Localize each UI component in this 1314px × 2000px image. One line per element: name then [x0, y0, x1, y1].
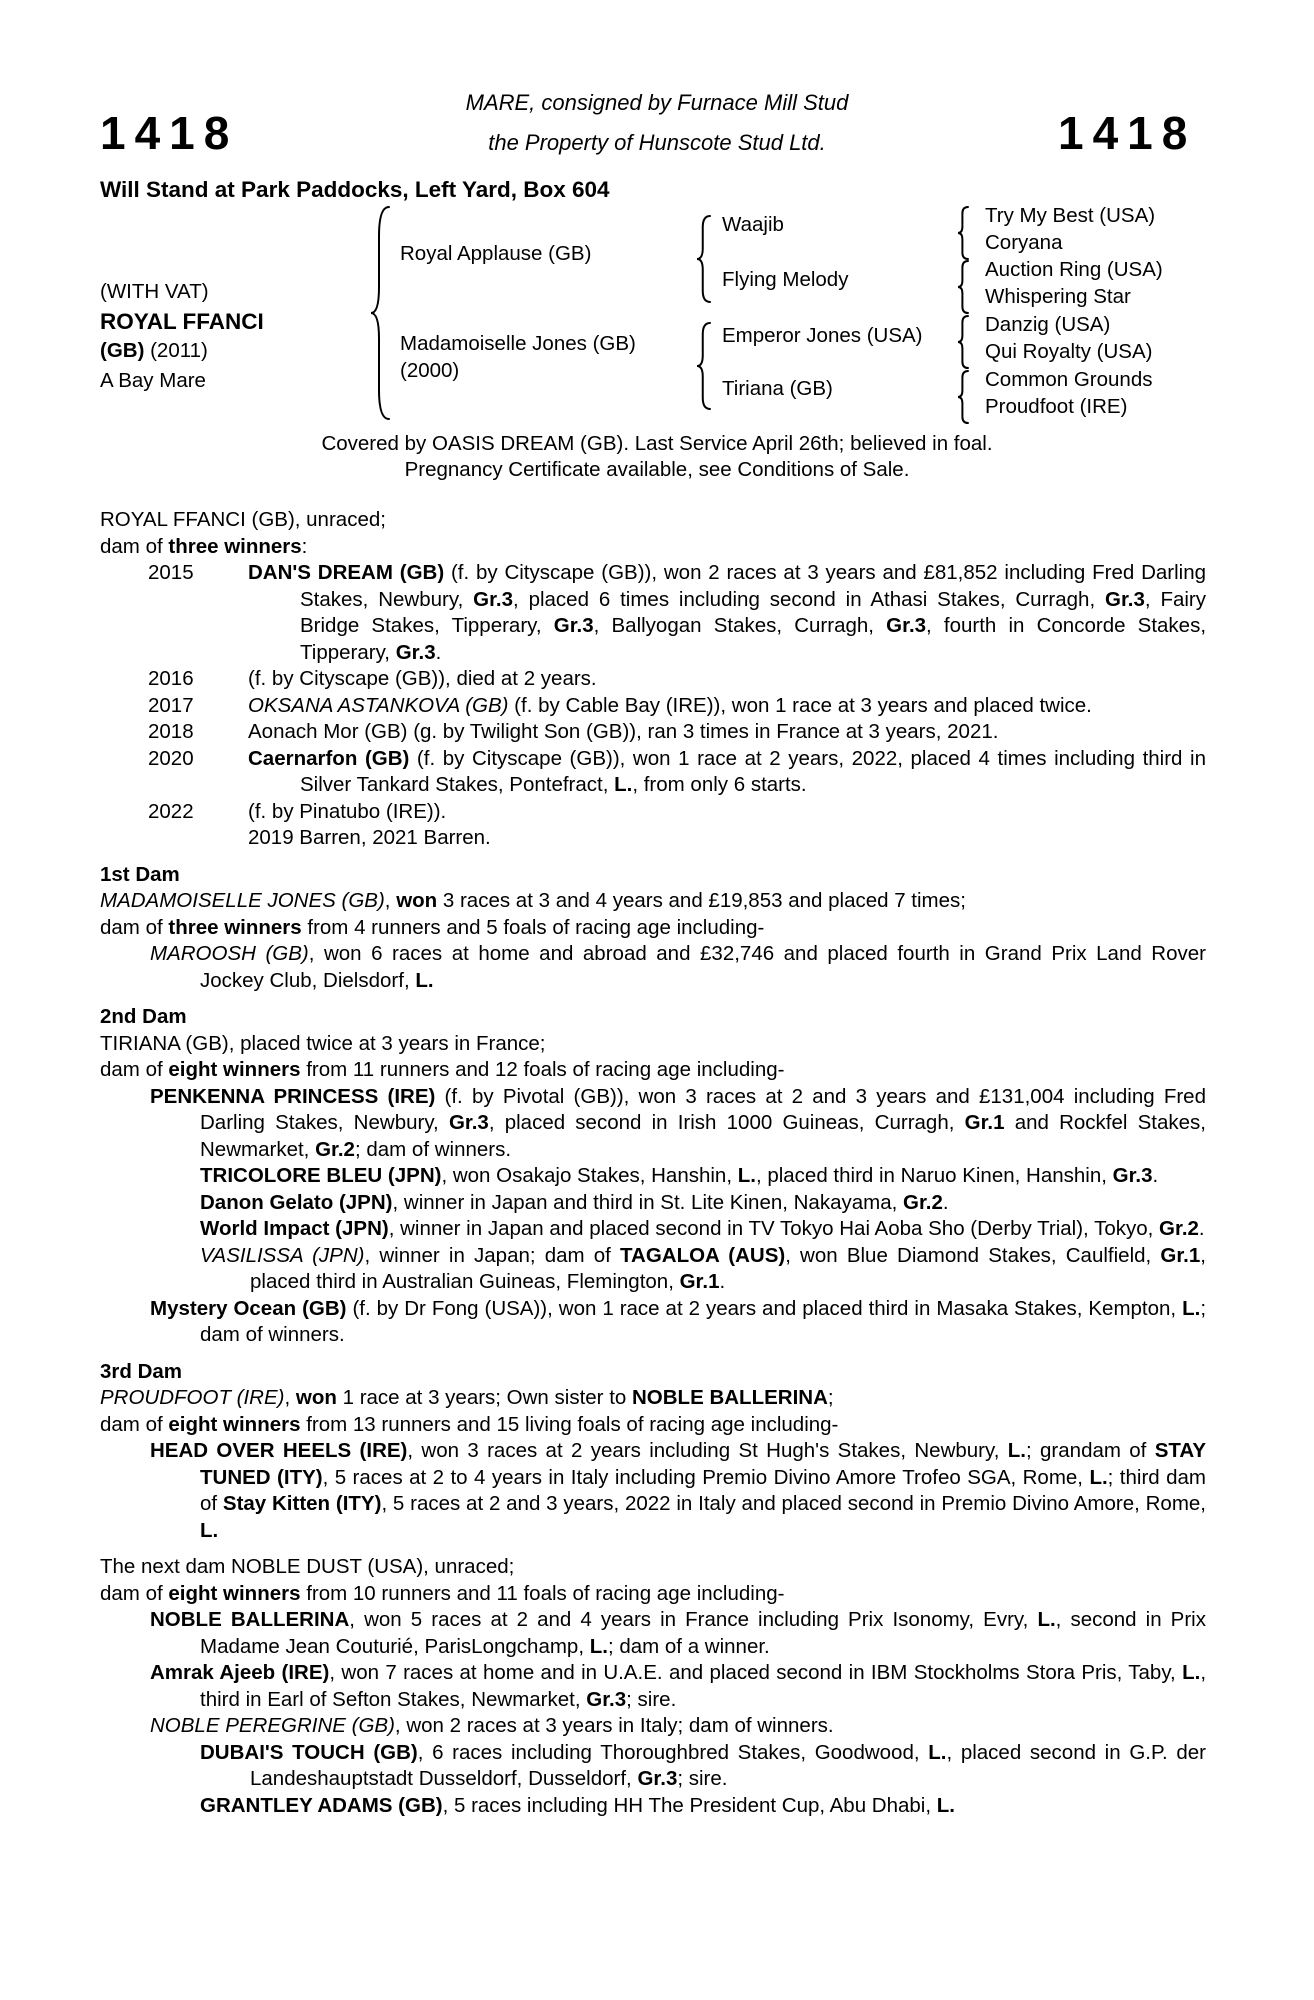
- progeny-row: [100, 693, 1206, 720]
- text-run: , second in Prix Madame Jean Couturié, ParisLongchamp,: [200, 1608, 1206, 1658]
- stand-location-line: Will Stand at Park Paddocks, Left Yard, Box 604: [100, 177, 610, 202]
- text-run: PENKENNA PRINCESS (IRE): [150, 1084, 436, 1108]
- text-run: ; dam of winners.: [200, 1296, 1207, 1346]
- lot-number-right: 1418: [1058, 107, 1197, 159]
- horse-summary: [100, 277, 264, 395]
- text-run: HEAD OVER HEELS (IRE): [150, 1439, 408, 1462]
- pedigree-dam: [400, 331, 636, 384]
- text-run: dam of: [100, 1058, 169, 1081]
- text-run: ; sire.: [626, 1687, 677, 1711]
- text-run: , 5 races at 2 to 4 years in Italy including Premio Divino Amore Trofeo SGA, Rome,: [322, 1465, 1090, 1489]
- covering-note: [0, 431, 1314, 483]
- text-run: DUBAI'S TOUCH (GB): [200, 1740, 418, 1764]
- pedigree-g4-3: Auction Ring (USA): [985, 258, 1163, 281]
- text-run: .: [942, 1190, 949, 1214]
- text-run: 3 races at 3 and 4 years and £19,853 and placed 7 times;: [437, 889, 966, 912]
- text-run: dam of: [100, 915, 169, 939]
- text-run: .: [719, 1270, 726, 1293]
- body-paragraph: [100, 1740, 1206, 1793]
- text-run: The next dam NOBLE DUST (USA), unraced;: [100, 1555, 515, 1578]
- text-run: , Fairy Bridge Stakes, Tipperary,: [300, 587, 1206, 637]
- text-run: Gr.1: [1160, 1243, 1201, 1267]
- text-run: won: [295, 1386, 337, 1409]
- text-run: :: [301, 534, 308, 558]
- text-run: TIRIANA (GB), placed twice at 3 years in France;: [100, 1031, 546, 1055]
- horse-description: A Bay Mare: [100, 368, 206, 392]
- consignor-line: MARE, consigned by Furnace Mill Stud: [465, 90, 849, 115]
- text-run: (f. by Cable Bay (IRE)), won 1 race at 3 years and placed twice.: [508, 693, 1092, 717]
- text-run: L.: [1089, 1465, 1108, 1489]
- text-run: L.: [936, 1793, 955, 1817]
- text-run: ROYAL FFANCI (GB), unraced;: [100, 508, 386, 531]
- text-run: Gr.3: [1112, 1164, 1153, 1187]
- pedigree-brace-g4-1: [957, 206, 969, 265]
- text-run: dam of: [100, 1581, 169, 1605]
- body-paragraph: [100, 1438, 1206, 1544]
- text-run: ;: [827, 1386, 834, 1409]
- text-run: OKSANA ASTANKOVA (GB): [248, 693, 509, 717]
- horse-suffix-year: [100, 336, 264, 366]
- pedigree-dam-sire: Emperor Jones (USA): [722, 324, 923, 347]
- text-run: , winner in Japan and third in St. Lite Kinen, Nakayama,: [392, 1190, 904, 1214]
- text-run: Aonach Mor (GB) (g. by Twilight Son (GB)), ran 3 times in France at 3 years, 2021.: [248, 720, 999, 743]
- body-paragraph: [100, 915, 1206, 942]
- body-text: [100, 507, 1206, 1819]
- text-run: ; sire.: [677, 1767, 728, 1790]
- text-run: , 5 races including HH The President Cup, Abu Dhabi,: [442, 1793, 937, 1817]
- text-run: , third in Earl of Sefton Stakes, Newmarket,: [200, 1661, 1207, 1711]
- text-run: Amrak Ajeeb (IRE): [150, 1661, 330, 1684]
- pedigree-brace-gen1: [370, 206, 390, 425]
- covering-line: Covered by OASIS DREAM (GB). Last Service April 26th; believed in foal.: [321, 432, 993, 455]
- text-run: from 11 runners and 12 foals of racing age including-: [300, 1058, 785, 1081]
- text-run: , won 2 races at 3 years in Italy; dam of winners.: [394, 1714, 834, 1737]
- text-run: (f. by Pinatubo (IRE)).: [248, 799, 447, 823]
- body-paragraph: [100, 1031, 1206, 1058]
- text-run: (f. by Pivotal (GB)), won 3 races at 2 and 3 years and £131,004 including Fred Darling Stakes, Newbury,: [200, 1084, 1206, 1134]
- text-run: TRICOLORE BLEU (JPN): [200, 1164, 442, 1187]
- text-run: STAY TUNED (ITY): [200, 1439, 1206, 1489]
- lot-number-left: 1418: [100, 107, 239, 159]
- text-run: PROUDFOOT (IRE): [100, 1386, 285, 1409]
- progeny-row: [100, 799, 1206, 826]
- text-run: from 4 runners and 5 foals of racing age including-: [301, 915, 765, 939]
- text-run: ; grandam of: [1026, 1439, 1155, 1462]
- text-run: NOBLE BALLERINA: [632, 1386, 828, 1409]
- text-run: , from only 6 starts.: [632, 773, 807, 796]
- text-run: Danon Gelato (JPN): [200, 1190, 393, 1214]
- body-paragraph: [100, 1554, 1206, 1581]
- text-run: 1st Dam: [100, 862, 180, 886]
- text-run: Gr.2: [903, 1190, 943, 1214]
- pedigree-brace-sire: [696, 215, 711, 308]
- text-run: (f. by Cityscape (GB)), won 1 race at 2 years, 2022, placed 4 times including third in Silver Tankard Stakes, Pontefract,: [300, 746, 1206, 796]
- text-run: .: [1152, 1164, 1159, 1187]
- pedigree-sire-dam: Flying Melody: [722, 268, 849, 291]
- foal-year: 2015: [148, 561, 194, 584]
- text-run: Gr.3: [1105, 587, 1145, 611]
- pedigree-brace-dam: [696, 322, 711, 415]
- foal-year: 2016: [148, 667, 194, 690]
- body-paragraph: [100, 1412, 1206, 1439]
- section-heading: [100, 862, 1206, 889]
- body-paragraph: [100, 888, 1206, 915]
- text-run: Caernarfon (GB): [248, 746, 410, 770]
- text-run: Gr.1: [964, 1111, 1005, 1134]
- pedigree-g4-5: Danzig (USA): [985, 313, 1111, 336]
- progeny-row: [100, 746, 1206, 799]
- text-run: dam of: [100, 534, 169, 558]
- text-run: L.: [200, 1518, 219, 1542]
- text-run: Gr.2: [315, 1137, 355, 1161]
- progeny-row: [100, 666, 1206, 693]
- text-run: Mystery Ocean (GB): [150, 1296, 347, 1320]
- text-run: , winner in Japan; dam of: [364, 1243, 621, 1267]
- text-run: , won 3 races at 2 years including St Hugh's Stakes, Newbury,: [407, 1439, 1008, 1462]
- text-run: Gr.3: [395, 640, 436, 664]
- body-paragraph: [100, 1084, 1206, 1164]
- text-run: from 10 runners and 11 foals of racing age including-: [300, 1581, 785, 1605]
- text-run: ; dam of a winner.: [607, 1634, 770, 1658]
- text-run: .: [1198, 1217, 1205, 1240]
- pedigree-dam-dam: Tiriana (GB): [722, 377, 833, 400]
- text-run: three winners: [168, 534, 302, 558]
- body-paragraph: [100, 941, 1206, 994]
- text-run: , placed second in Irish 1000 Guineas, Curragh,: [488, 1111, 965, 1134]
- text-run: Gr.2: [1159, 1217, 1199, 1240]
- text-run: ; third dam of: [200, 1465, 1206, 1515]
- body-paragraph: [100, 1216, 1206, 1243]
- progeny-row: [100, 560, 1206, 666]
- text-run: DAN'S DREAM (GB): [248, 561, 445, 584]
- text-run: MADAMOISELLE JONES (GB): [100, 889, 385, 912]
- text-run: , placed third in Naruo Kinen, Hanshin,: [755, 1164, 1113, 1187]
- text-run: L.: [1037, 1608, 1056, 1631]
- text-run: NOBLE BALLERINA: [150, 1608, 350, 1631]
- horse-foaling-year: (2011): [150, 339, 208, 362]
- body-paragraph: [100, 1793, 1206, 1820]
- text-run: L.: [415, 968, 434, 992]
- text-run: 2nd Dam: [100, 1005, 187, 1028]
- text-run: , fourth in Concorde Stakes, Tipperary,: [300, 614, 1207, 664]
- body-paragraph: [100, 1385, 1206, 1412]
- text-run: Gr.3: [637, 1767, 678, 1790]
- section-heading: [100, 1004, 1206, 1031]
- horse-name-text: ROYAL FFANCI: [100, 308, 264, 334]
- text-run: NOBLE PEREGRINE (GB): [150, 1714, 395, 1737]
- vat-note: (WITH VAT): [100, 280, 209, 303]
- text-run: Gr.3: [886, 614, 927, 637]
- pregnancy-line: Pregnancy Certificate available, see Conditions of Sale.: [404, 458, 910, 481]
- text-run: L.: [1007, 1439, 1026, 1462]
- horse-suffix: (GB): [100, 339, 145, 362]
- progeny-row: [100, 719, 1206, 746]
- body-paragraph: [100, 1607, 1206, 1660]
- text-run: ; dam of winners.: [354, 1137, 512, 1161]
- text-run: VASILISSA (JPN): [200, 1243, 365, 1267]
- text-run: World Impact (JPN): [200, 1217, 389, 1240]
- text-run: 3rd Dam: [100, 1359, 183, 1383]
- text-run: , placed third in Australian Guineas, Flemington,: [250, 1243, 1206, 1293]
- text-run: (f. by Dr Fong (USA)), won 1 race at 2 years and placed third in Masaka Stakes, Kempton,: [346, 1296, 1183, 1320]
- text-run: dam of: [100, 1412, 169, 1436]
- body-paragraph: [100, 1296, 1206, 1349]
- pedigree-g4-2: Coryana: [985, 231, 1063, 254]
- text-run: , won 7 races at home and in U.A.E. and placed second in IBM Stockholms Stora Pris, Taby,: [329, 1661, 1183, 1684]
- text-run: Gr.1: [679, 1270, 720, 1293]
- text-run: , Ballyogan Stakes, Curragh,: [593, 614, 887, 637]
- pedigree-g4-7: Common Grounds: [985, 368, 1153, 391]
- text-run: MAROOSH (GB): [150, 942, 309, 965]
- text-run: 1 race at 3 years; Own sister to: [336, 1386, 632, 1409]
- text-run: 2019 Barren, 2021 Barren.: [248, 826, 491, 849]
- body-paragraph: [100, 1190, 1206, 1217]
- text-run: , won 6 races at home and abroad and £32,746 and placed fourth in Grand Prix Land Rover Jockey Club, Dielsdorf,: [200, 942, 1206, 992]
- foal-year: 2018: [148, 720, 194, 743]
- text-run: , 5 races at 2 and 3 years, 2022 in Italy and placed second in Premio Divino Amore, Rome,: [381, 1492, 1206, 1515]
- pedigree-sire-sire: Waajib: [722, 213, 784, 236]
- text-run: , won 5 races at 2 and 4 years in France including Prix Isonomy, Evry,: [349, 1608, 1038, 1631]
- text-run: won: [396, 889, 438, 912]
- pedigree-brace-g4-2: [957, 260, 969, 319]
- body-paragraph: [100, 825, 1206, 852]
- text-run: , 6 races including Thoroughbred Stakes, Goodwood,: [417, 1740, 929, 1764]
- section-heading: [100, 1359, 1206, 1386]
- body-paragraph: [100, 507, 1206, 534]
- text-run: ,: [384, 889, 397, 912]
- foal-year: 2020: [148, 746, 194, 770]
- body-paragraph: [100, 1243, 1206, 1296]
- pedigree-g4-6: Qui Royalty (USA): [985, 340, 1153, 363]
- text-run: , winner in Japan and placed second in TV Tokyo Hai Aoba Sho (Derby Trial), Tokyo,: [388, 1217, 1160, 1240]
- text-run: Gr.3: [553, 614, 594, 637]
- text-run: .: [435, 640, 442, 664]
- text-run: and Rockfel Stakes, Newmarket,: [200, 1111, 1206, 1161]
- body-paragraph: [100, 1163, 1206, 1190]
- pedigree-dam-name: Madamoiselle Jones (GB): [400, 332, 636, 355]
- foal-year: 2022: [148, 799, 194, 823]
- text-run: L.: [737, 1164, 756, 1187]
- text-run: GRANTLEY ADAMS (GB): [200, 1793, 443, 1817]
- body-paragraph: [100, 1660, 1206, 1713]
- body-paragraph: [100, 1057, 1206, 1084]
- text-run: , placed second in G.P. der Landeshauptstadt Dusseldorf, Dusseldorf,: [250, 1740, 1206, 1790]
- text-run: eight winners: [168, 1058, 301, 1081]
- pedigree-brace-g4-4: [957, 370, 969, 429]
- text-run: , won Osakajo Stakes, Hanshin,: [441, 1164, 738, 1187]
- text-run: L.: [928, 1740, 947, 1764]
- text-run: , won Blue Diamond Stakes, Caulfield,: [785, 1243, 1161, 1267]
- pedigree-sire: Royal Applause (GB): [400, 242, 592, 265]
- text-run: Gr.3: [473, 587, 514, 611]
- pedigree-brace-g4-3: [957, 315, 969, 374]
- text-run: L.: [614, 773, 633, 796]
- pedigree-g4-1: Try My Best (USA): [985, 204, 1156, 227]
- body-paragraph: [100, 1713, 1206, 1740]
- pedigree-dam-year: (2000): [400, 358, 460, 382]
- pedigree-g4-4: Whispering Star: [985, 285, 1131, 308]
- text-run: L.: [1182, 1296, 1201, 1320]
- text-run: ,: [284, 1386, 296, 1409]
- horse-name: [100, 307, 264, 337]
- owner-line: the Property of Hunscote Stud Ltd.: [488, 130, 826, 155]
- foal-year: 2017: [148, 693, 194, 717]
- text-run: from 13 runners and 15 living foals of racing age including-: [300, 1412, 839, 1436]
- text-run: three winners: [168, 915, 302, 939]
- text-run: L.: [589, 1634, 608, 1658]
- text-run: L.: [1182, 1661, 1201, 1684]
- text-run: (f. by Cityscape (GB)), died at 2 years.: [248, 667, 597, 690]
- pedigree-g4-8: Proudfoot (IRE): [985, 395, 1128, 418]
- body-paragraph: [100, 1581, 1206, 1608]
- body-paragraph: [100, 534, 1206, 561]
- text-run: , placed 6 times including second in Athasi Stakes, Curragh,: [513, 587, 1105, 611]
- text-run: Gr.3: [448, 1111, 489, 1134]
- text-run: TAGALOA (AUS): [620, 1243, 786, 1267]
- text-run: Stay Kitten (ITY): [222, 1492, 382, 1515]
- text-run: eight winners: [168, 1581, 301, 1605]
- text-run: (f. by Cityscape (GB)), won 2 races at 3 years and £81,852 including Fred Darling Stakes, Newbury,: [300, 561, 1207, 611]
- text-run: Gr.3: [586, 1687, 627, 1711]
- text-run: eight winners: [168, 1412, 301, 1436]
